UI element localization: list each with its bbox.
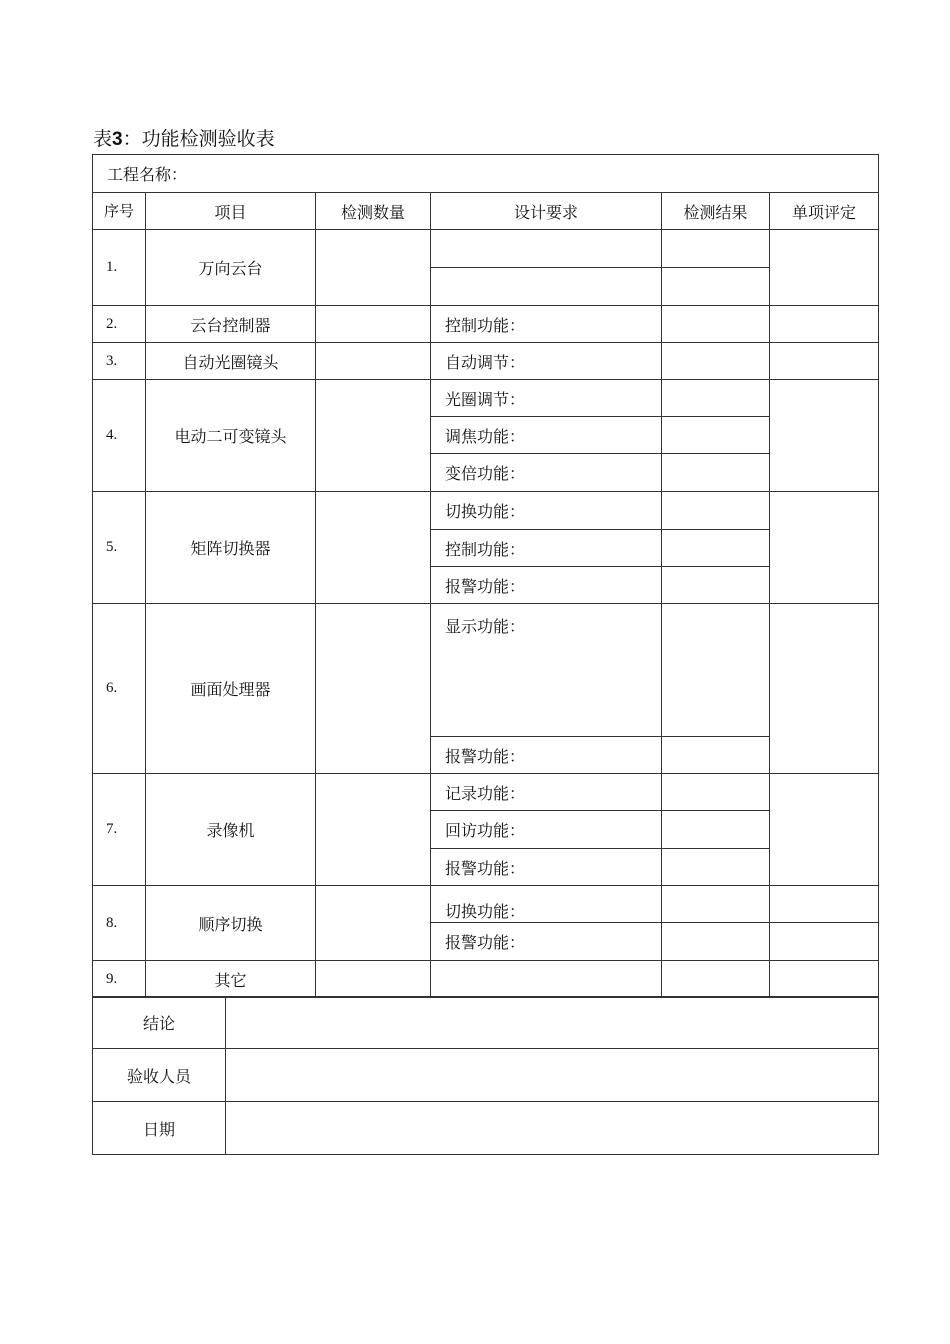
row-index: 9. [93, 961, 146, 998]
result-cell[interactable] [662, 849, 770, 886]
table-row [93, 604, 879, 737]
row-index: 5. [93, 492, 146, 604]
requirement-cell: 控制功能： [431, 530, 662, 567]
quantity-cell[interactable] [316, 380, 431, 492]
requirement-cell: 自动调节： [431, 343, 662, 380]
rating-cell[interactable] [770, 343, 879, 380]
quantity-cell[interactable] [316, 230, 431, 306]
result-cell[interactable] [662, 268, 770, 306]
table-row [93, 380, 879, 417]
requirement-cell: 报警功能： [431, 923, 662, 961]
row-index: 4. [93, 380, 146, 492]
requirement-cell: 显示功能： [431, 604, 662, 737]
row-item: 矩阵切换器 [146, 492, 316, 604]
result-cell[interactable] [662, 774, 770, 811]
table-row [93, 886, 879, 923]
requirement-cell: 切换功能： [431, 886, 662, 923]
requirement-cell: 回访功能： [431, 811, 662, 849]
result-cell[interactable] [662, 230, 770, 268]
row-index: 8. [93, 886, 146, 961]
result-cell[interactable] [662, 923, 770, 961]
quantity-cell[interactable] [316, 492, 431, 604]
table-row [93, 306, 879, 343]
inspectors-field[interactable] [226, 1049, 879, 1102]
result-cell[interactable] [662, 737, 770, 774]
conclusion-label: 结论 [93, 997, 226, 1049]
row-index: 2. [93, 306, 146, 343]
caption-prefix: 表 [93, 128, 113, 150]
table-row [93, 492, 879, 530]
row-item: 其它 [146, 961, 316, 998]
rating-cell[interactable] [770, 886, 879, 923]
rating-cell[interactable] [770, 923, 879, 961]
inspectors-label: 验收人员 [93, 1049, 226, 1102]
row-index: 6. [93, 604, 146, 774]
row-index: 7. [93, 774, 146, 886]
inspectors-row [93, 1049, 879, 1102]
header-row [93, 193, 879, 230]
requirement-cell [431, 268, 662, 306]
result-cell[interactable] [662, 454, 770, 492]
row-item: 画面处理器 [146, 604, 316, 774]
header-requirement: 设计要求 [431, 193, 662, 230]
project-name-row [93, 155, 879, 193]
requirement-cell: 报警功能： [431, 737, 662, 774]
result-cell[interactable] [662, 380, 770, 417]
table-row [93, 230, 879, 268]
result-cell[interactable] [662, 492, 770, 530]
rating-cell[interactable] [770, 230, 879, 306]
rating-cell[interactable] [770, 380, 879, 492]
rating-cell[interactable] [770, 604, 879, 774]
row-item: 顺序切换 [146, 886, 316, 961]
result-cell[interactable] [662, 961, 770, 998]
requirement-cell: 报警功能： [431, 567, 662, 604]
table-row [93, 774, 879, 811]
result-cell[interactable] [662, 604, 770, 737]
quantity-cell[interactable] [316, 774, 431, 886]
caption-title: ：功能检测验收表 [122, 128, 275, 150]
requirement-cell: 记录功能： [431, 774, 662, 811]
rating-cell[interactable] [770, 306, 879, 343]
inspection-table [92, 154, 879, 998]
header-index: 序号 [93, 193, 146, 230]
table-caption [93, 127, 275, 152]
requirement-cell: 变倍功能： [431, 454, 662, 492]
signoff-table [92, 996, 879, 1155]
result-cell[interactable] [662, 811, 770, 849]
conclusion-field[interactable] [226, 997, 879, 1049]
requirement-cell: 切换功能： [431, 492, 662, 530]
header-rating: 单项评定 [770, 193, 879, 230]
conclusion-row [93, 997, 879, 1049]
date-field[interactable] [226, 1102, 879, 1155]
table-row [93, 961, 879, 998]
quantity-cell[interactable] [316, 306, 431, 343]
row-item: 电动二可变镜头 [146, 380, 316, 492]
caption-number: 3 [112, 129, 123, 150]
result-cell[interactable] [662, 530, 770, 567]
rating-cell[interactable] [770, 774, 879, 886]
row-index: 1. [93, 230, 146, 306]
requirement-cell: 调焦功能： [431, 417, 662, 454]
quantity-cell[interactable] [316, 604, 431, 774]
result-cell[interactable] [662, 886, 770, 923]
date-row [93, 1102, 879, 1155]
row-item: 录像机 [146, 774, 316, 886]
result-cell[interactable] [662, 343, 770, 380]
header-result: 检测结果 [662, 193, 770, 230]
requirement-cell: 光圈调节： [431, 380, 662, 417]
result-cell[interactable] [662, 417, 770, 454]
quantity-cell[interactable] [316, 886, 431, 961]
requirement-cell: 控制功能： [431, 306, 662, 343]
date-label: 日期 [93, 1102, 226, 1155]
requirement-cell: 报警功能： [431, 849, 662, 886]
requirement-cell [431, 961, 662, 998]
row-item: 自动光圈镜头 [146, 343, 316, 380]
requirement-cell [431, 230, 662, 268]
result-cell[interactable] [662, 567, 770, 604]
row-item: 万向云台 [146, 230, 316, 306]
result-cell[interactable] [662, 306, 770, 343]
rating-cell[interactable] [770, 492, 879, 604]
rating-cell[interactable] [770, 961, 879, 998]
table-row [93, 343, 879, 380]
header-quantity: 检测数量 [316, 193, 431, 230]
row-index: 3. [93, 343, 146, 380]
quantity-cell[interactable] [316, 961, 431, 998]
quantity-cell[interactable] [316, 343, 431, 380]
header-item: 项目 [146, 193, 316, 230]
project-name-label: 工程名称： [93, 155, 879, 193]
row-item: 云台控制器 [146, 306, 316, 343]
